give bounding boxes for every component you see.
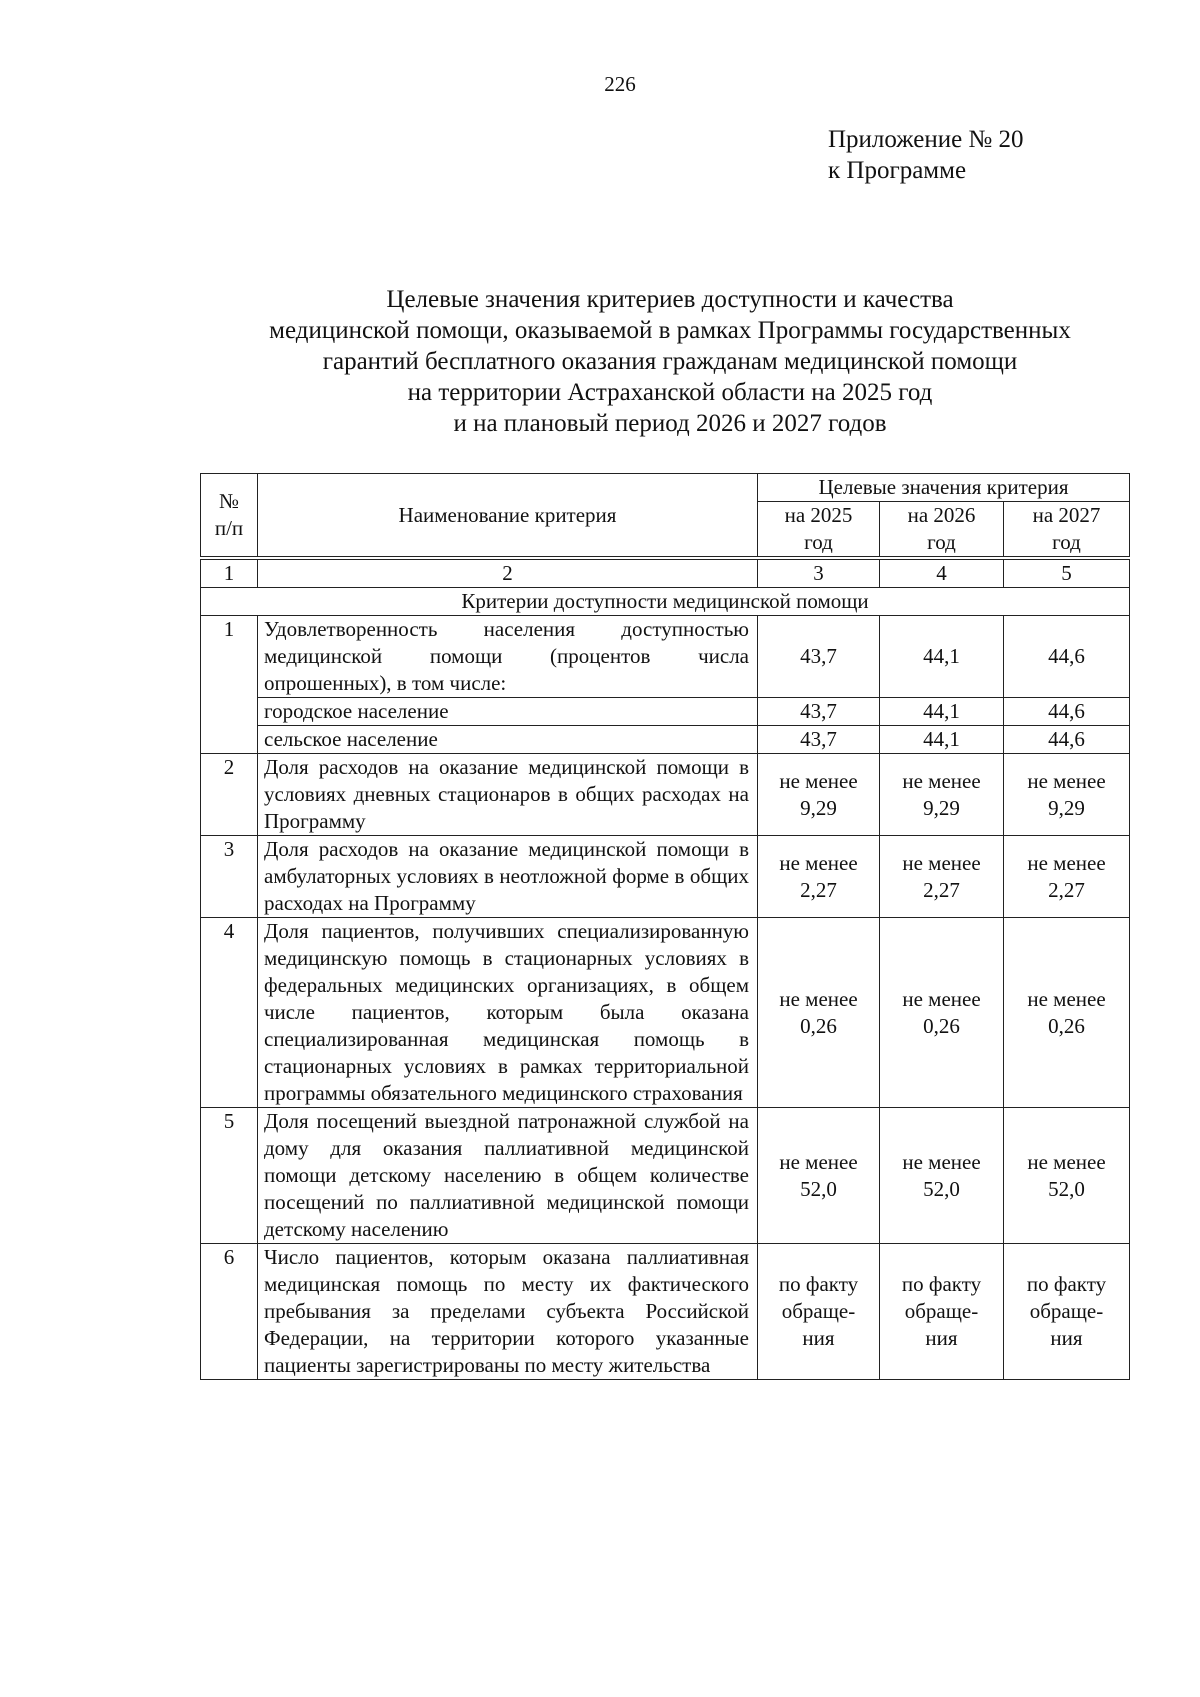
value-2027: 44,6 xyxy=(1004,726,1130,754)
criterion-text: Удовлетворенность населения доступностью медицинской помощи (процентов числа опрошенных), в том числе: xyxy=(258,616,758,698)
table-row xyxy=(201,698,1130,726)
year-line1: на 2026 xyxy=(907,503,976,527)
value-number: 9,29 xyxy=(1048,795,1085,820)
column-index: 2 xyxy=(258,558,758,588)
year-line2: год xyxy=(1052,530,1081,554)
year-line2: год xyxy=(927,530,956,554)
value-prefix: не менее xyxy=(1027,986,1106,1011)
value-prefix: не менее xyxy=(902,850,981,875)
document-title xyxy=(200,284,1140,439)
row-number: 5 xyxy=(201,1108,258,1244)
value-prefix: не менее xyxy=(1027,768,1106,793)
value-number: 0,26 xyxy=(923,1013,960,1038)
appendix-label xyxy=(828,124,1024,186)
value-2026 xyxy=(880,918,1004,1108)
row-number: 6 xyxy=(201,1244,258,1380)
value-prefix: не менее xyxy=(902,1149,981,1174)
criterion-text: сельское население xyxy=(258,726,758,754)
value-line: обраще- xyxy=(904,1299,979,1323)
value-prefix: не менее xyxy=(902,986,981,1011)
header-year-2025 xyxy=(758,502,880,559)
value-2027 xyxy=(1004,1244,1130,1380)
value-number: 52,0 xyxy=(800,1176,837,1201)
table-row xyxy=(201,616,1130,698)
value-number: 52,0 xyxy=(1048,1176,1085,1201)
value-prefix: не менее xyxy=(1027,1149,1106,1174)
criterion-text: Доля расходов на оказание медицинской помощи в амбулаторных условиях в неотложной форме в общих расходах на Программу xyxy=(258,836,758,918)
value-2025: 43,7 xyxy=(758,698,880,726)
year-line1: на 2025 xyxy=(784,503,853,527)
title-line: гарантий бесплатного оказания гражданам медицинской помощи xyxy=(322,348,1018,375)
value-2027 xyxy=(1004,836,1130,918)
criteria-table xyxy=(200,473,1130,1380)
value-prefix: не менее xyxy=(1027,850,1106,875)
value-2027 xyxy=(1004,918,1130,1108)
row-number: 4 xyxy=(201,918,258,1108)
value-line: по факту xyxy=(901,1272,982,1296)
page-number: 226 xyxy=(604,72,636,96)
column-index: 4 xyxy=(880,558,1004,588)
header-num-cell xyxy=(201,474,258,559)
value-2027 xyxy=(1004,1108,1130,1244)
column-index: 1 xyxy=(201,558,258,588)
value-2027: 44,6 xyxy=(1004,698,1130,726)
title-line: на территории Астраханской области на 2025 год xyxy=(407,379,933,406)
header-num-line2: п/п xyxy=(214,516,244,540)
value-2026: 44,1 xyxy=(880,616,1004,698)
value-line: ния xyxy=(925,1326,958,1350)
value-2025 xyxy=(758,754,880,836)
appendix-line-2: к Программе xyxy=(828,157,967,184)
title-line: и на плановый период 2026 и 2027 годов xyxy=(453,410,887,437)
table-row xyxy=(201,1244,1130,1380)
criterion-text: Доля посещений выездной патронажной службой на дому для оказания паллиативной медицинской помощи детскому населению в общем количестве посещений по паллиативной медицинской помощи детскому населению xyxy=(258,1108,758,1244)
column-index: 3 xyxy=(758,558,880,588)
value-prefix: не менее xyxy=(779,986,858,1011)
appendix-line-1: Приложение № 20 xyxy=(828,126,1024,153)
header-num-line1: № xyxy=(218,489,240,513)
row-number: 1 xyxy=(201,616,258,754)
value-2025 xyxy=(758,836,880,918)
value-2025 xyxy=(758,1108,880,1244)
value-2026 xyxy=(880,1108,1004,1244)
criterion-text: Число пациентов, которым оказана паллиативная медицинская помощь по месту их фактического пребывания за пределами субъекта Российской Федерации, на территории которого указанные пациенты зарегистрированы по месту жительства xyxy=(258,1244,758,1380)
criterion-text: Доля пациентов, получивших специализированную медицинскую помощь в стационарных условиях в федеральных медицинских организациях, в общем числе пациентов, которым была оказана специализированная медицинская помощь в стационарных условиях в рамках территориальной программы обязательного медицинского страхования xyxy=(258,918,758,1108)
value-line: ния xyxy=(802,1326,835,1350)
table-row xyxy=(201,918,1130,1108)
value-2027 xyxy=(1004,754,1130,836)
value-number: 2,27 xyxy=(800,877,837,902)
value-prefix: не менее xyxy=(779,850,858,875)
column-index: 5 xyxy=(1004,558,1130,588)
value-2026 xyxy=(880,836,1004,918)
year-line2: год xyxy=(804,530,833,554)
table-row xyxy=(201,726,1130,754)
column-index-row xyxy=(201,558,1130,588)
section-row xyxy=(201,588,1130,616)
header-row xyxy=(201,474,1130,502)
value-number: 2,27 xyxy=(923,877,960,902)
value-line: ния xyxy=(1050,1326,1083,1350)
title-line: Целевые значения критериев доступности и качества xyxy=(386,286,954,313)
header-year-2026 xyxy=(880,502,1004,559)
criterion-text: городское население xyxy=(258,698,758,726)
value-2026: 44,1 xyxy=(880,726,1004,754)
value-line: обраще- xyxy=(781,1299,856,1323)
value-number: 52,0 xyxy=(923,1176,960,1201)
year-line1: на 2027 xyxy=(1032,503,1101,527)
title-line: медицинской помощи, оказываемой в рамках Программы государственных xyxy=(269,317,1071,344)
value-2025 xyxy=(758,918,880,1108)
value-number: 2,27 xyxy=(1048,877,1085,902)
header-year-2027 xyxy=(1004,502,1130,559)
row-number: 2 xyxy=(201,754,258,836)
value-2026: 44,1 xyxy=(880,698,1004,726)
value-number: 9,29 xyxy=(923,795,960,820)
value-line: по факту xyxy=(778,1272,859,1296)
value-line: обраще- xyxy=(1029,1299,1104,1323)
table-row xyxy=(201,1108,1130,1244)
section-title: Критерии доступности медицинской помощи xyxy=(201,588,1130,616)
value-number: 0,26 xyxy=(800,1013,837,1038)
row-number: 3 xyxy=(201,836,258,918)
value-2026 xyxy=(880,754,1004,836)
table-row xyxy=(201,836,1130,918)
header-name-cell: Наименование критерия xyxy=(258,474,758,559)
value-prefix: не менее xyxy=(902,768,981,793)
value-2025: 43,7 xyxy=(758,726,880,754)
value-prefix: не менее xyxy=(779,1149,858,1174)
value-2025 xyxy=(758,1244,880,1380)
value-2026 xyxy=(880,1244,1004,1380)
value-2027: 44,6 xyxy=(1004,616,1130,698)
table-row xyxy=(201,754,1130,836)
value-number: 0,26 xyxy=(1048,1013,1085,1038)
value-2025: 43,7 xyxy=(758,616,880,698)
value-prefix: не менее xyxy=(779,768,858,793)
header-values-group: Целевые значения критерия xyxy=(758,474,1130,502)
criterion-text: Доля расходов на оказание медицинской помощи в условиях дневных стационаров в общих расходах на Программу xyxy=(258,754,758,836)
value-line: по факту xyxy=(1026,1272,1107,1296)
value-number: 9,29 xyxy=(800,795,837,820)
